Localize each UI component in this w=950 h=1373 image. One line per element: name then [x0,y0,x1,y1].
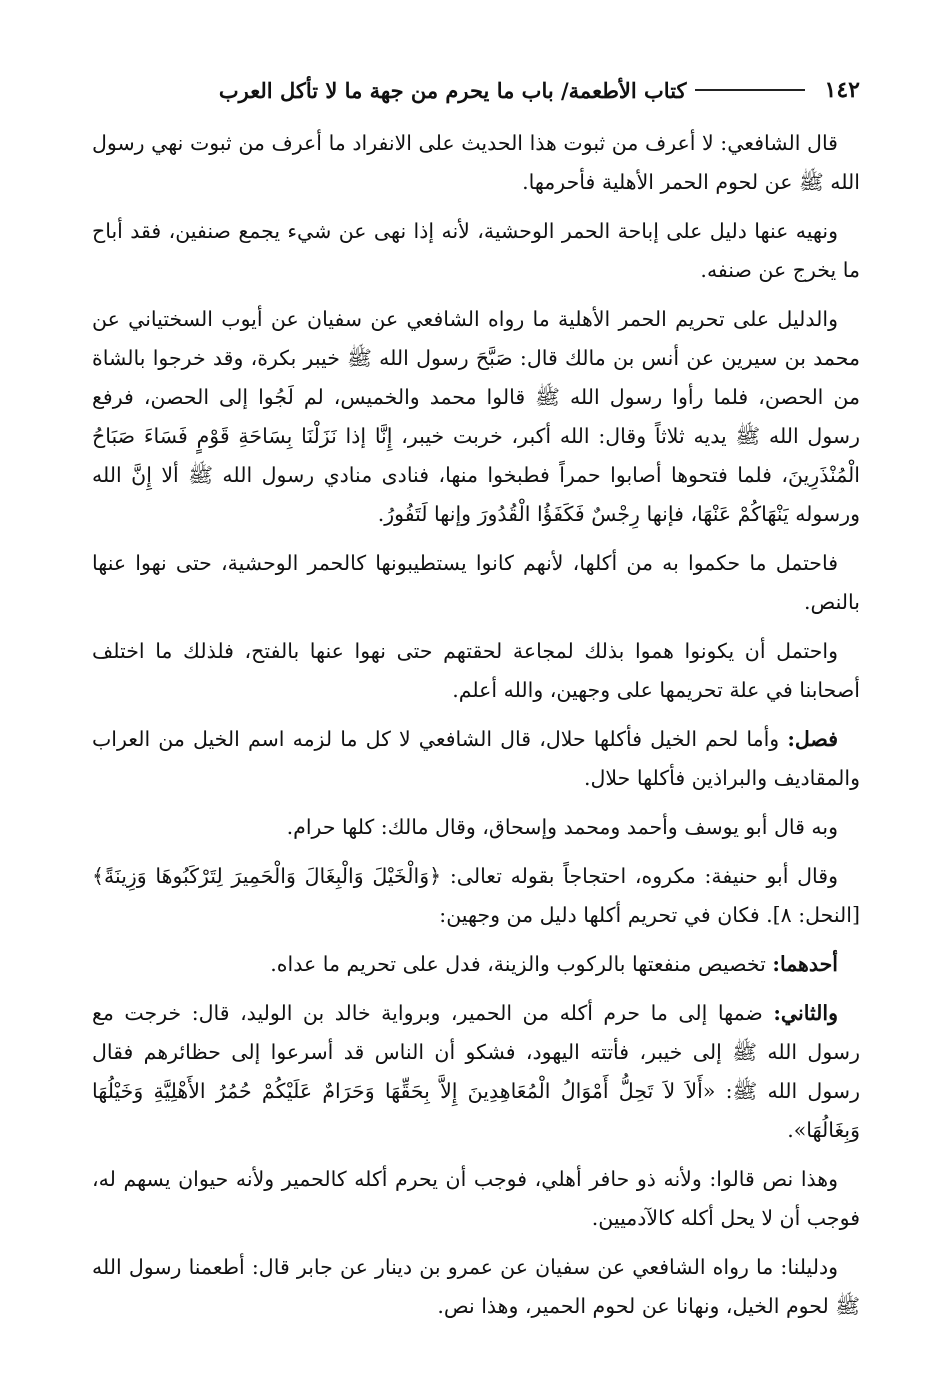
paragraph-second [92,994,860,1150]
paragraph-text: واحتمل أن يكونوا هموا بذلك لمجاعة لحقتهم حتى نهوا عنها بالفتح، فلذلك ما اختلف أصحابنا في علة تحريمها على وجهين، والله أعلم. [92,639,860,702]
paragraph-text: وهذا نص قالوا: ولأنه ذو حافر أهلي، فوجب أن يحرم أكله كالحمير ولأنه حيوان يسهم له، فوجب أن لا يحل أكله كالآدميين. [92,1167,860,1230]
paragraph [92,808,860,847]
paragraph-text: قال الشافعي: لا أعرف من ثبوت هذا الحديث على الانفراد ما أعرف من ثبوت نهي رسول الله ﷺ عن لحوم الحمر الأهلية فأحرمها. [92,131,860,194]
paragraph [92,632,860,710]
paragraph-text: وقال أبو حنيفة: مكروه، احتجاجاً بقوله تعالى: ﴿وَالْخَيْلَ وَالْبِغَالَ وَالْحَمِيرَ لِتَرْكَبُوهَا وَزِينَةً﴾ [النحل: ٨]. فكان في تحريم أكلها دليل من وجهين: [92,864,860,927]
paragraph [92,1248,860,1326]
paragraph-text: ونهيه عنها دليل على إباحة الحمر الوحشية، لأنه إذا نهى عن شيء يجمع صنفين، فقد أباح ما يخرج عن صنفه. [92,219,860,282]
paragraph-text: ودليلنا: ما رواه الشافعي عن سفيان عن عمرو بن دينار عن جابر قال: أطعمنا رسول الله ﷺ لحوم الخيل، ونهانا عن لحوم الحمير، وهذا نص. [92,1255,860,1318]
point-label: أحدهما: [772,952,838,976]
paragraph [92,300,860,534]
paragraph-text: ضمها إلى ما حرم أكله من الحمير، وبرواية خالد بن الوليد، قال: خرجت مع رسول الله ﷺ إلى خيبر، فأتته اليهود، فشكو أن الناس قد أسرعوا إلى حظائرهم فقال رسول الله ﷺ: «أَلاَ لاَ تَحِلُّ أَمْوَالُ الْمُعَاهِدِينَ إِلاَّ بِحَقِّهَا وَحَرَامٌ عَلَيْكُمْ حُمُرُ الأَهْلِيَّةِ وَخَيْلُهَا وَبِغَالُهَا». [92,1001,860,1142]
page-header [92,70,860,110]
paragraph-text: فاحتمل ما حكموا به من أكلها، لأنهم كانوا يستطيبونها كالحمر الوحشية، حتى نهوا عنها بالنص. [92,551,860,614]
paragraph-first [92,945,860,984]
paragraph [92,857,860,935]
paragraph [92,1160,860,1238]
paragraph-fasl [92,720,860,798]
paragraph-text: والدليل على تحريم الحمر الأهلية ما رواه الشافعي عن سفيان عن أيوب السختياني عن محمد بن سيرين عن أنس بن مالك قال: صَبَّحَ رسول الله ﷺ خيبر بكرة، وقد خرجوا بالشاة من الحصن، فلما رأوا رسول الله ﷺ قالوا محمد والخميس، لم لَجُوا إلى الحصن، فرفع رسول الله ﷺ يديه ثلاثاً وقال: الله أكبر، خربت خيبر، إِنَّا إذا نَزَلْنَا بِسَاحَةِ قَوْمٍ فَسَاءَ صَبَاحُ الْمُنْذَرِينَ، فلما فتحوها أصابوا حمراً فطبخوا منها، فنادى منادي رسول الله ﷺ ألا إِنَّ الله ورسوله يَنْهَاكُمْ عَنْهَا، فإنها رِجْسٌ فَكَفَؤُا الْقُدُورَ وإنها لَتَفُورُ. [92,307,860,526]
section-label: فصل: [787,727,838,751]
paragraph-text: وأما لحم الخيل فأكلها حلال، قال الشافعي لا كل ما لزمه اسم الخيل من العراب والمقاديف والبراذين فأكلها حلال. [92,727,860,790]
paragraph [92,124,860,202]
paragraph [92,212,860,290]
running-title: كتاب الأطعمة/ باب ما يحرم من جهة ما لا تأكل العرب [218,77,687,103]
body-text [92,124,860,1326]
header-rule [695,89,805,91]
paragraph-text: تخصيص منفعتها بالركوب والزينة، فدل على تحريم ما عداه. [270,952,773,976]
point-label: والثاني: [773,1001,838,1025]
paragraph [92,544,860,622]
page-number: ١٤٢ [824,77,860,103]
paragraph-text: وبه قال أبو يوسف وأحمد ومحمد وإسحاق، وقال مالك: كلها حرام. [286,815,838,839]
